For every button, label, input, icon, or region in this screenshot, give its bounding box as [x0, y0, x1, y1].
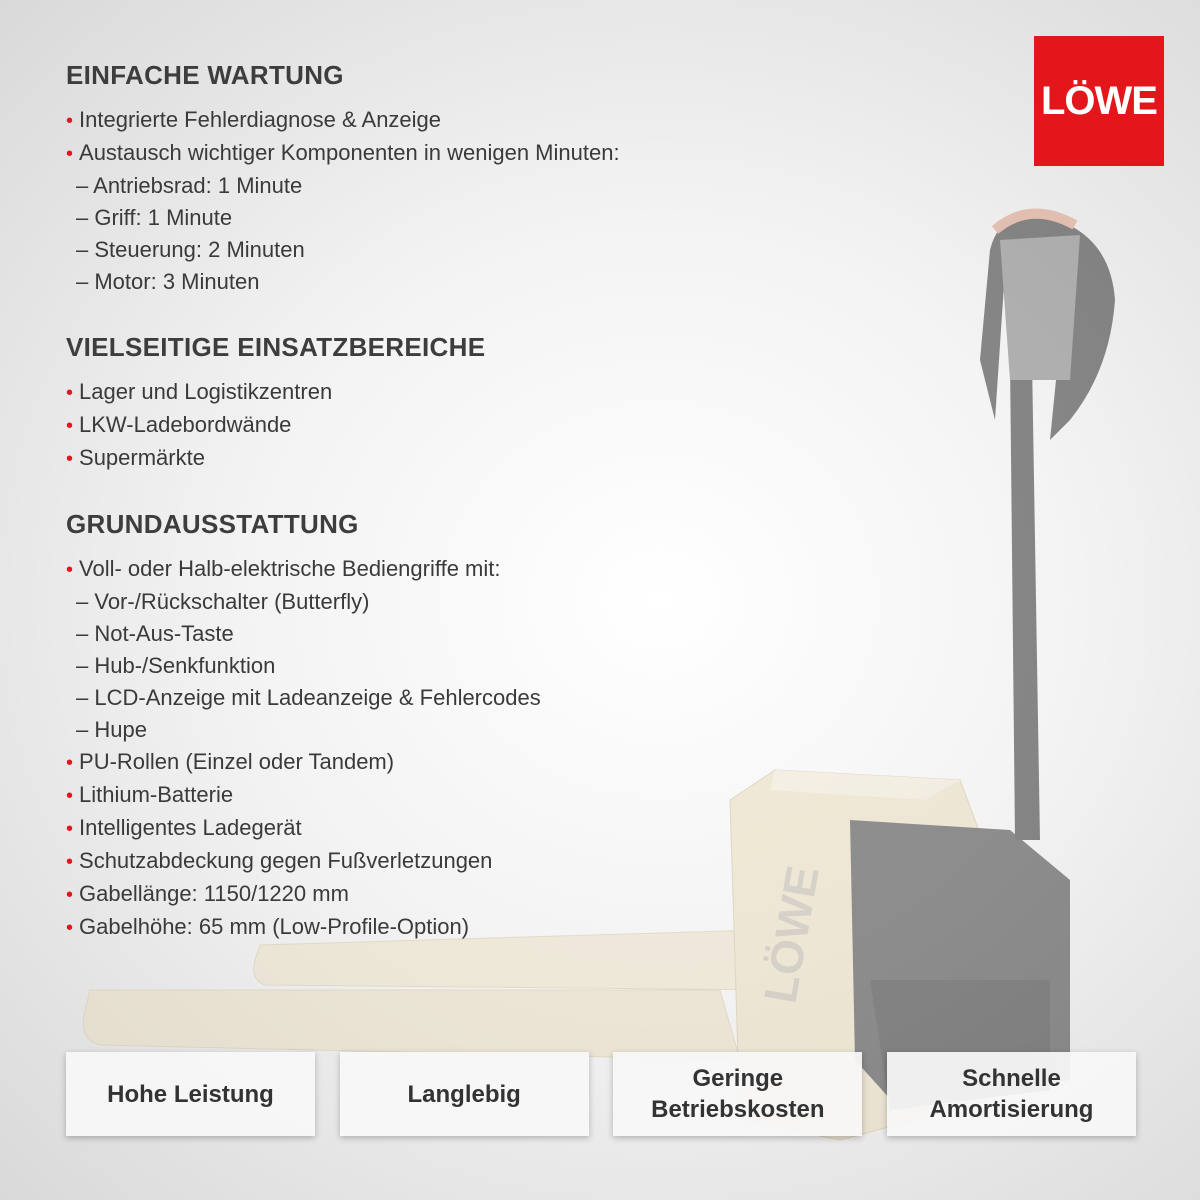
list-subitem: – Not-Aus-Taste: [66, 618, 541, 650]
badge-amortisierung: [887, 1052, 1136, 1136]
list-item: • LKW-Ladebordwände: [66, 409, 485, 442]
list-subitem: – Steuerung: 2 Minuten: [66, 234, 620, 266]
list-item: • Integrierte Fehlerdiagnose & Anzeige: [66, 104, 620, 137]
section-grundausstattung: [66, 509, 541, 944]
feature-badges: [66, 1052, 1136, 1136]
section-einsatzbereiche: [66, 332, 485, 475]
badge-line: Geringe: [692, 1065, 784, 1092]
list-item: • Lithium-Batterie: [66, 779, 541, 812]
badge-line: Hohe Leistung: [107, 1080, 274, 1108]
lowe-logo: [1034, 36, 1164, 166]
section-list: [66, 553, 541, 944]
badge-hohe-leistung: [66, 1052, 315, 1136]
list-item: • Gabellänge: 1150/1220 mm: [66, 878, 541, 911]
list-item: • Schutzabdeckung gegen Fußverletzungen: [66, 845, 541, 878]
badge-line: Amortisierung: [929, 1096, 1094, 1123]
badge-line: Schnelle: [962, 1065, 1061, 1092]
list-item: • Austausch wichtiger Komponenten in wenigen Minuten:: [66, 137, 620, 170]
logo-text: LÖWE: [1041, 78, 1157, 123]
truck-brand-label: LÖWE: [753, 861, 829, 1007]
badge-langlebig: [340, 1052, 589, 1136]
list-subitem: – Hub-/Senkfunktion: [66, 650, 541, 682]
list-subitem: – Motor: 3 Minuten: [66, 266, 620, 298]
list-item: • Lager und Logistikzentren: [66, 376, 485, 409]
section-title: GRUNDAUSSTATTUNG: [66, 509, 359, 539]
list-item: • Gabelhöhe: 65 mm (Low-Profile-Option): [66, 911, 541, 944]
badge-line: Langlebig: [407, 1080, 521, 1108]
section-einfache-wartung: [66, 60, 620, 298]
list-item: • Voll- oder Halb-elektrische Bediengriffe mit:: [66, 553, 541, 586]
list-subitem: – LCD-Anzeige mit Ladeanzeige & Fehlercodes: [66, 682, 541, 714]
section-title: VIELSEITIGE EINSATZBEREICHE: [66, 332, 486, 362]
section-title: EINFACHE WARTUNG: [66, 60, 344, 90]
list-subitem: – Hupe: [66, 714, 541, 746]
list-item: • Intelligentes Ladegerät: [66, 812, 541, 845]
list-subitem: – Griff: 1 Minute: [66, 202, 620, 234]
section-list: [66, 104, 620, 298]
badge-betriebskosten: [613, 1052, 862, 1136]
list-item: • PU-Rollen (Einzel oder Tandem): [66, 746, 541, 779]
section-list: [66, 376, 485, 475]
badge-line: Betriebskosten: [651, 1096, 825, 1123]
list-subitem: – Vor-/Rückschalter (Butterfly): [66, 586, 541, 618]
list-subitem: – Antriebsrad: 1 Minute: [66, 170, 620, 202]
list-item: • Supermärkte: [66, 442, 485, 475]
